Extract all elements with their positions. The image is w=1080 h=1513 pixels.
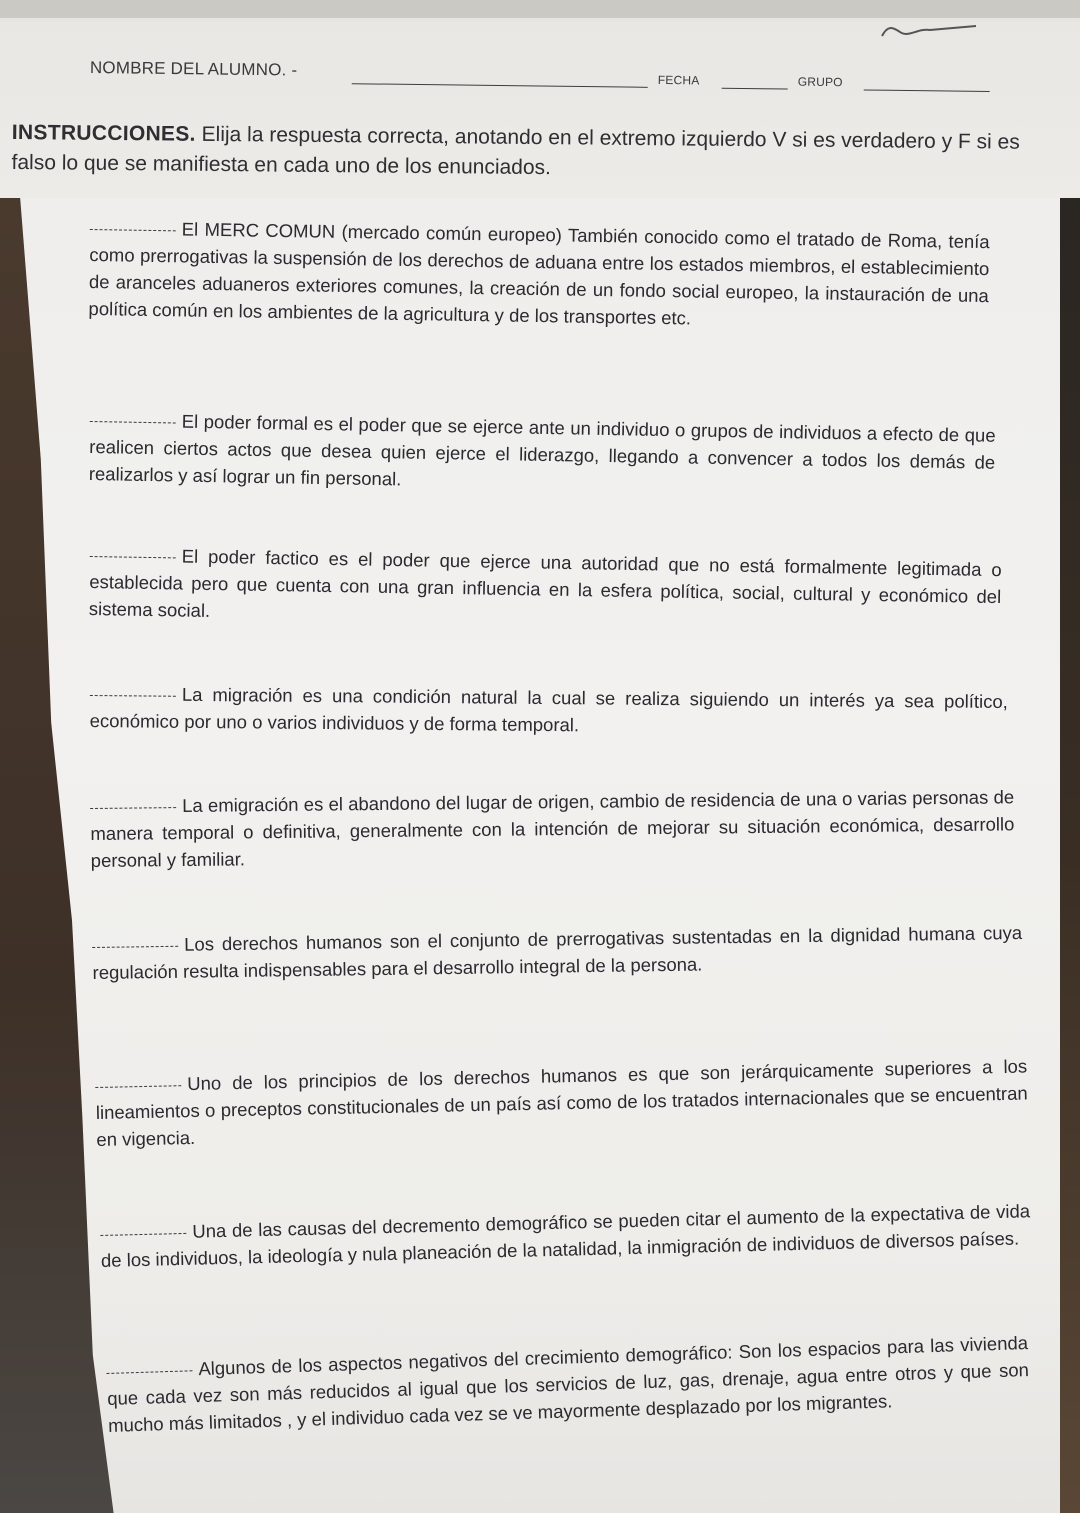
statement-text: El MERC COMUN (mercado común europeo) También conocido como el tratado de Roma, tenía como prerrogativas la suspensión de los derechos de aduana entre los estados miembros, el establecimiento de aranceles aduaneros exteriores comunes, la creación de un fondo social europeo, la instauración de una política común en los ambientes de la agricultura y de los transportes etc.: [88, 218, 990, 329]
student-name-label: NOMBRE DEL ALUMNO. -: [89, 58, 298, 80]
answer-blank[interactable]: [90, 556, 176, 558]
statement-item: [88, 214, 990, 336]
statement-text: Una de las causas del decremento demográfico se pueden citar el aumento de la expectativa de vida de los individuos, la ideología y nula planeación de la natalidad, la inmigración de individuos de diversos países.: [100, 1200, 1031, 1271]
date-label: FECHA: [657, 72, 700, 88]
answer-blank[interactable]: [90, 695, 176, 697]
statement-item: [100, 1197, 1031, 1274]
statement-text: El poder formal es el poder que se ejerce ante un individuo o grupos de individuos a efecto de que realicen ciertos actos que desea quien ejerce el liderazgo, llegando a convencer a todos los demás de realizarlos y así lograr un fin personal.: [88, 410, 996, 490]
instructions-label: INSTRUCCIONES.: [11, 120, 196, 146]
statement-item: [92, 919, 1023, 986]
statement-item: [90, 783, 1015, 874]
statement-item: [89, 541, 1002, 637]
answer-blank[interactable]: [90, 421, 176, 424]
answer-blank[interactable]: [95, 1085, 181, 1088]
answer-blank[interactable]: [90, 229, 176, 231]
statement-text: Los derechos humanos son el conjunto de prerrogativas sustentadas en la dignidad humana cuya regulación resulta indispensables para el desarrollo integral de la persona.: [92, 922, 1023, 983]
answer-blank[interactable]: [100, 1233, 186, 1236]
statement-text: Uno de los principios de los derechos humanos es que son jerárquicamente superiores a los lineamientos o preceptos constitucionales de un país así como de los tratados internacionales que se encuentran en vigencia.: [95, 1055, 1028, 1150]
instructions-text: Elija la respuesta correcta, anotando en el extremo izquierdo V si es verdadero y F si es falso lo que se manifiesta en cada uno de los enunciados.: [11, 122, 1020, 180]
statement-text: El poder factico es el poder que ejerce una autoridad que no está formalmente legitimada o establecida pero que cuenta con una gran influencia en la esfera política, social, cultural y económico del sistema social.: [88, 545, 1002, 622]
statement-item: [106, 1329, 1030, 1439]
answer-blank[interactable]: [90, 807, 176, 809]
group-label: GRUPO: [797, 74, 843, 90]
answer-blank[interactable]: [106, 1370, 192, 1374]
statement-item: [95, 1052, 1028, 1153]
statement-item: [90, 680, 1008, 742]
statement-text: Algunos de los aspectos negativos del crecimiento demográfico: Son los espacios para las vivienda que cada vez son más reducidos al igual que los servicios de luz, gas, drenaje, agua entre otros y que son mucho más limitados , y el individuo cada vez se ve mayormente desplazado por los migrantes.: [106, 1332, 1030, 1436]
statement-item: [89, 406, 996, 503]
statement-text: La migración es una condición natural la cual se realiza siguiendo un interés ya sea político, económico por uno o varios individuos y de forma temporal.: [89, 683, 1008, 736]
answer-blank[interactable]: [92, 946, 178, 948]
statement-text: La emigración es el abandono del lugar de origen, cambio de residencia de una o varias personas de manera temporal o definitiva, generalmente con la intención de mejorar su situación económica, desarrollo personal y familiar.: [90, 786, 1015, 871]
